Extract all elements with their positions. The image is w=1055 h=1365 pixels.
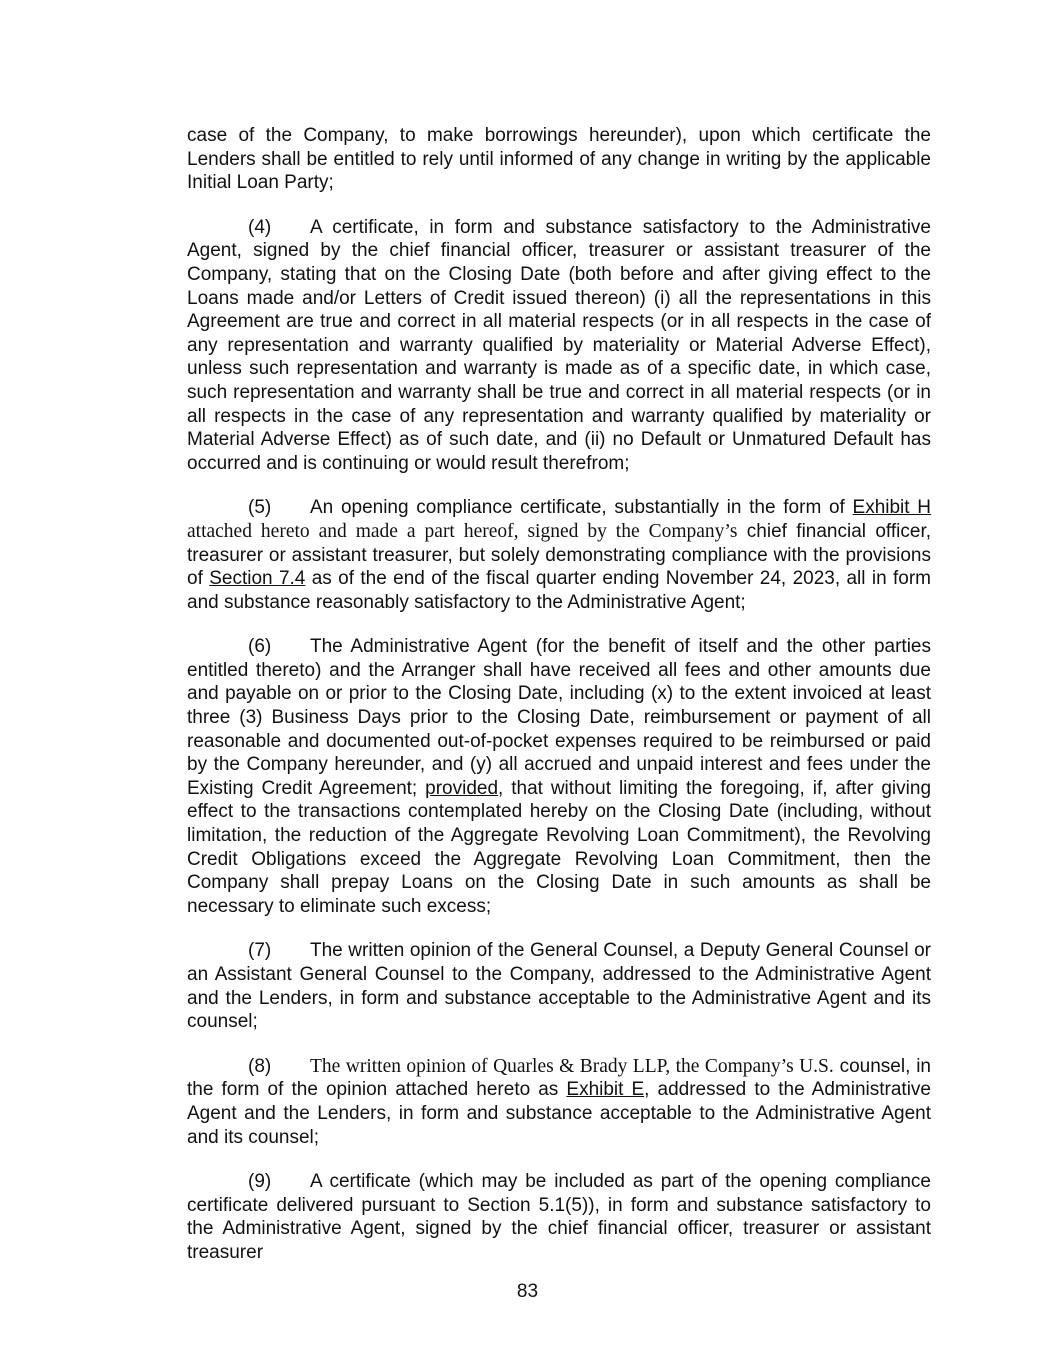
paragraph-number: (4): [248, 216, 272, 238]
paragraph-continuation: [187, 124, 931, 195]
paragraph-text: , that without limiting the foregoing, if, after giving effect to the transactions contemplated hereby on the Closing Date (including, without limitation, the reduction of the Aggregate Revolving Loan Commitment), the Revolving Credit Obligations exceed the Aggregate Revolving Loan Commitment, then the Company shall prepay Loans on the Closing Date in such amounts as shall be necessary to eliminate such excess;: [187, 777, 932, 917]
paragraph-text: , addressed to the Administrative Agent and the Lenders, in form and substance acceptable to the Administrative Agent and its counsel;: [187, 1079, 932, 1148]
paragraph-text: chief financial officer, treasurer or assistant treasurer, but solely demonstrating compliance with the provisions of: [187, 520, 931, 590]
paragraph-text: The written opinion of the General Counsel, a Deputy General Counsel or an Assistant General Counsel to the Company, addressed to the Administrative Agent and the Lenders, in form and substance acceptable to the Administrative Agent and its counsel;: [187, 940, 931, 1033]
paragraph-number: (8): [248, 1055, 272, 1077]
paragraph-text-serif: attached hereto and made a part hereof, signed by the Company’s: [187, 520, 738, 542]
paragraph-6: [187, 635, 931, 918]
paragraph-7: [187, 939, 931, 1033]
paragraph-text: case of the Company, to make borrowings hereunder), upon which certificate the Lenders shall be entitled to rely until informed of any change in writing by the applicable Initial Loan Party;: [187, 125, 931, 194]
exhibit-h-reference: Exhibit H: [852, 497, 931, 519]
paragraph-text: A certificate, in form and substance satisfactory to the Administrative Agent, signed by the chief financial officer, treasurer or assistant treasurer of the Company, stating that on the Closing Date (both before and after giving effect to the Loans made and/or Letters of Credit issued thereon) (i) all the representations in this Agreement are true and correct in all material respects (or in all respects in the case of any representation and warranty qualified by materiality or Material Adverse Effect), unless such representation and warranty is made as of a specific date, in which case, such representation and warranty shall be true and correct in all material respects (or in all respects in the case of any representation and warranty qualified by materiality or Material Adverse Effect) as of such date, and (ii) no Default or Unmatured Default has occurred and is continuing or would result therefrom;: [187, 216, 931, 474]
paragraph-number: (7): [248, 940, 272, 962]
paragraph-text: A certificate (which may be included as part of the opening compliance certificate delivered pursuant to Section 5.1(5)), in form and substance satisfactory to the Administrative Agent, signed by the chief financial officer, treasurer or assistant treasurer: [187, 1171, 931, 1263]
paragraph-number: (9): [248, 1171, 272, 1193]
paragraph-text: as of the end of the fiscal quarter ending November 24, 2023, all in form and substance reasonably satisfactory to the Administrative Agent;: [187, 568, 931, 613]
paragraph-number: (5): [248, 497, 272, 519]
section-7-4-reference: Section 7.4: [209, 568, 306, 590]
paragraph-number: (6): [248, 636, 272, 658]
paragraph-text: counsel, in the form of the opinion attached hereto as: [187, 1055, 931, 1101]
paragraph-5: [187, 496, 931, 614]
paragraph-4: [187, 216, 931, 476]
paragraph-text-serif: The written opinion of Quarles & Brady LLP, the Company’s U.S.: [310, 1055, 834, 1077]
exhibit-e-reference: Exhibit E: [566, 1079, 645, 1101]
provided-term: provided: [425, 777, 499, 799]
document-page: [187, 124, 931, 1286]
paragraph-9: [187, 1170, 931, 1264]
paragraph-text: An opening compliance certificate, substantially in the form of: [310, 497, 853, 519]
paragraph-8: [187, 1055, 931, 1149]
page-number: 83: [516, 1281, 539, 1302]
paragraph-text: The Administrative Agent (for the benefit of itself and the other parties entitled thereto) and the Arranger shall have received all fees and other amounts due and payable on or prior to the Closing Date, including (x) to the extent invoiced at least three (3) Business Days prior to the Closing Date, reimbursement or payment of all reasonable and documented out-of-pocket expenses required to be reimbursed or paid by the Company hereunder, and (y) all accrued and unpaid interest and fees under the Existing Credit Agreement;: [187, 636, 931, 799]
